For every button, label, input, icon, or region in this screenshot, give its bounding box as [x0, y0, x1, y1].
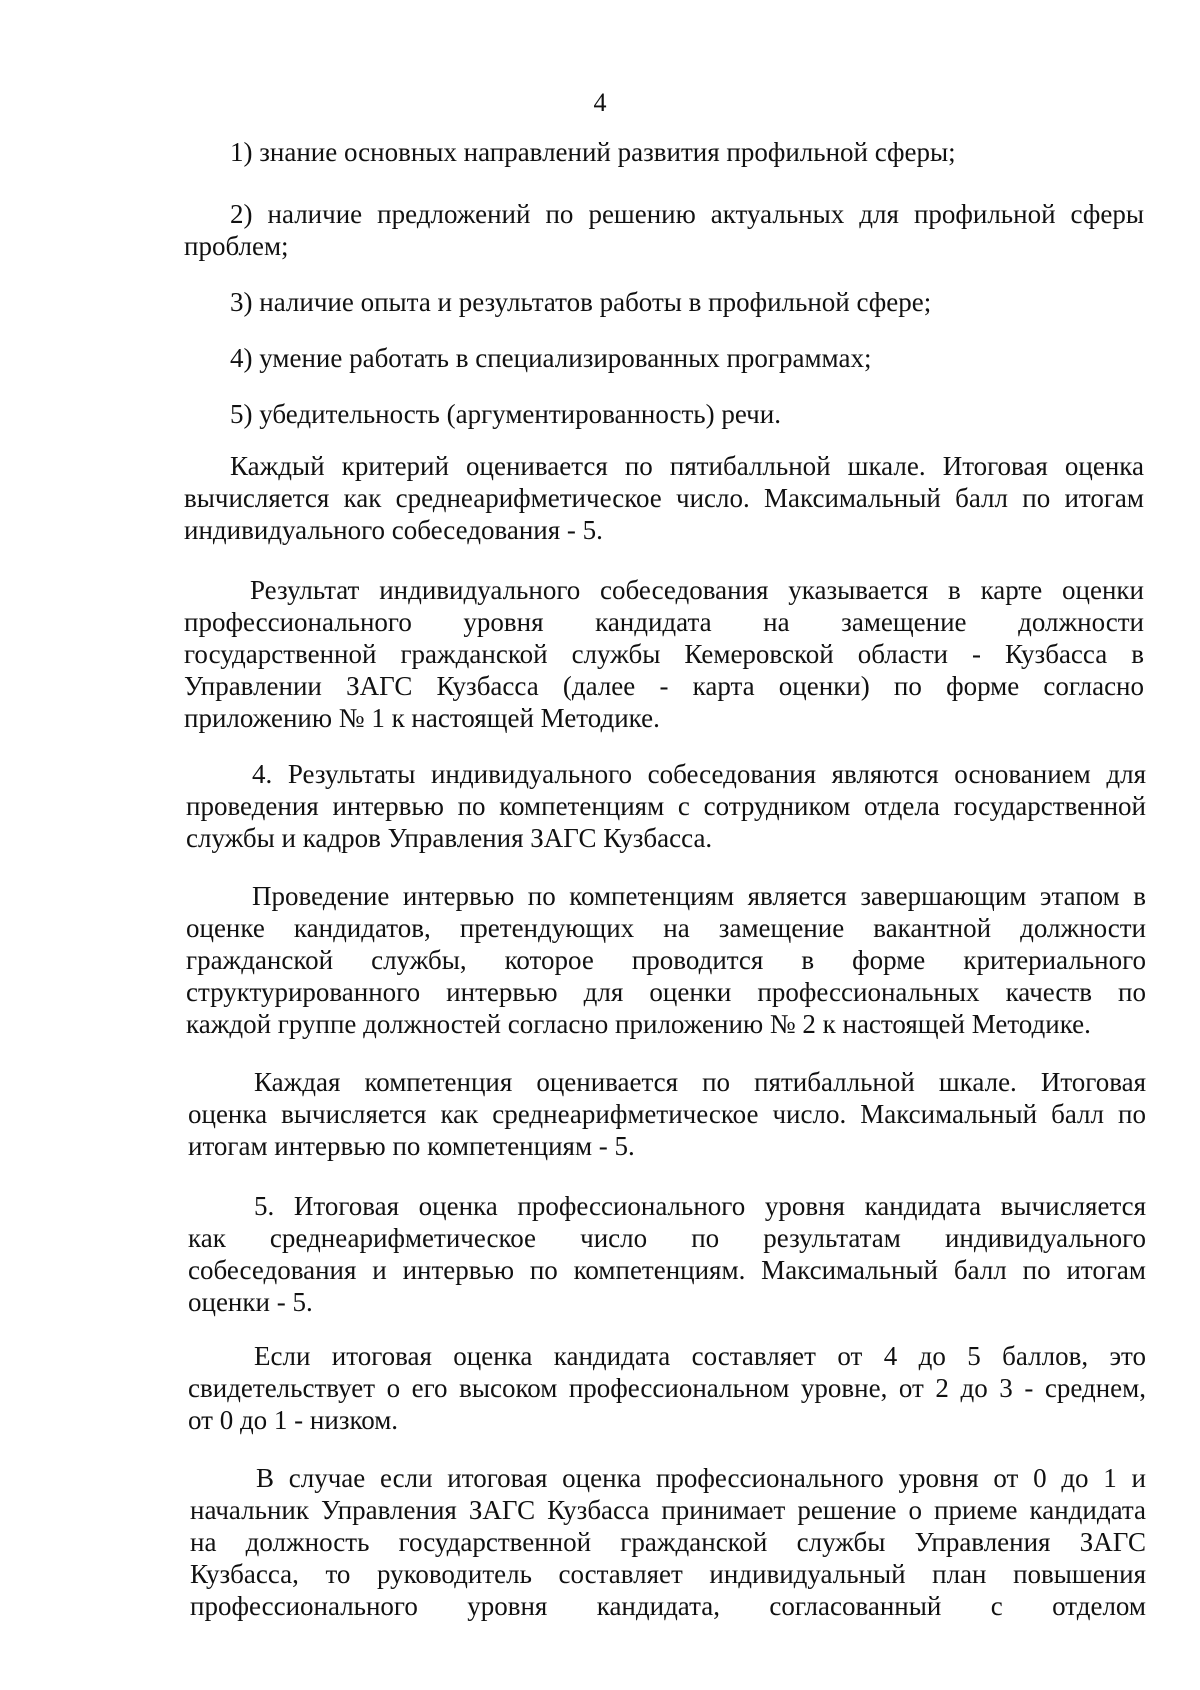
section-4-paragraph	[186, 758, 1146, 854]
low-score-case-paragraph	[190, 1462, 1146, 1622]
text-line: Результат индивидуального собеседования указывается в карте оценки	[250, 575, 1144, 605]
score-interpretation-paragraph	[188, 1340, 1146, 1436]
text-line: Если итоговая оценка кандидата составляет от 4 до 5 баллов, это	[254, 1341, 1146, 1371]
text-line: Управлении ЗАГС Кузбасса (далее - карта оценки) по форме согласно	[184, 671, 1144, 701]
text-line: вычисляется как среднеарифметическое число. Максимальный балл по итогам	[184, 483, 1144, 513]
text-line: государственной гражданской службы Кемеровской области - Кузбасса в	[184, 639, 1144, 669]
criterion-2	[184, 198, 1144, 262]
text-line: Проведение интервью по компетенциям является завершающим этапом в	[252, 881, 1146, 911]
text-line: Каждая компетенция оценивается по пятибалльной шкале. Итоговая	[254, 1067, 1146, 1097]
text-line: В случае если итоговая оценка профессионального уровня от 0 до 1 и	[256, 1463, 1146, 1493]
text-line: гражданской службы, которое проводится в форме критериального	[186, 945, 1146, 975]
text-line: свидетельствует о его высоком профессиональном уровне, от 2 до 3 - среднем,	[188, 1373, 1146, 1403]
text-line: оценке кандидатов, претендующих на замещение вакантной должности	[186, 913, 1146, 943]
criterion-5	[184, 398, 1190, 430]
text-line: итогам интервью по компетенциям - 5.	[188, 1131, 635, 1161]
text-line: каждой группе должностей согласно приложению № 2 к настоящей Методике.	[186, 1009, 1091, 1039]
text-line: как среднеарифметическое число по результатам индивидуального	[188, 1223, 1146, 1253]
text-line: оценки - 5.	[188, 1287, 313, 1317]
section-5-paragraph	[188, 1190, 1146, 1318]
text-line: структурированного интервью для оценки профессиональных качеств по	[186, 977, 1146, 1007]
text-line: приложению № 1 к настоящей Методике.	[184, 703, 660, 733]
text-line: оценка вычисляется как среднеарифметическое число. Максимальный балл по	[188, 1099, 1146, 1129]
text-line: профессионального уровня кандидата на замещение должности	[184, 607, 1144, 637]
text-line: службы и кадров Управления ЗАГС Кузбасса.	[186, 823, 713, 853]
text-line: 5) убедительность (аргументированность) речи.	[230, 399, 781, 429]
text-line: индивидуального собеседования - 5.	[184, 515, 603, 545]
criterion-1	[184, 136, 1190, 168]
interview-result-paragraph	[184, 574, 1144, 734]
criteria-scoring-paragraph	[184, 450, 1144, 546]
text-line: Каждый критерий оценивается по пятибалльной шкале. Итоговая оценка	[230, 451, 1144, 481]
text-line: 5. Итоговая оценка профессионального уровня кандидата вычисляется	[254, 1191, 1146, 1221]
text-line: профессионального уровня кандидата, согласованный с отделом	[190, 1591, 1146, 1621]
text-line: Кузбасса, то руководитель составляет индивидуальный план повышения	[190, 1559, 1146, 1589]
text-line: 1) знание основных направлений развития профильной сферы;	[230, 137, 956, 167]
text-line: начальник Управления ЗАГС Кузбасса принимает решение о приеме кандидата	[190, 1495, 1146, 1525]
competency-scoring-paragraph	[188, 1066, 1146, 1162]
text-line: собеседования и интервью по компетенциям. Максимальный балл по итогам	[188, 1255, 1146, 1285]
criterion-3	[184, 286, 1190, 318]
text-line: 4. Результаты индивидуального собеседования являются основанием для	[252, 759, 1146, 789]
competency-interview-paragraph	[186, 880, 1146, 1040]
page-number: 4	[593, 88, 607, 117]
text-line: 4) умение работать в специализированных программах;	[230, 343, 872, 373]
text-line: на должность государственной гражданской службы Управления ЗАГС	[190, 1527, 1146, 1557]
text-line: проблем;	[184, 231, 289, 261]
text-line: от 0 до 1 - низком.	[188, 1405, 399, 1435]
text-line: проведения интервью по компетенциям с сотрудником отдела государственной	[186, 791, 1146, 821]
criterion-4	[184, 342, 1190, 374]
text-line: 3) наличие опыта и результатов работы в профильной сфере;	[230, 287, 932, 317]
text-line: 2) наличие предложений по решению актуальных для профильной сферы	[230, 199, 1144, 229]
